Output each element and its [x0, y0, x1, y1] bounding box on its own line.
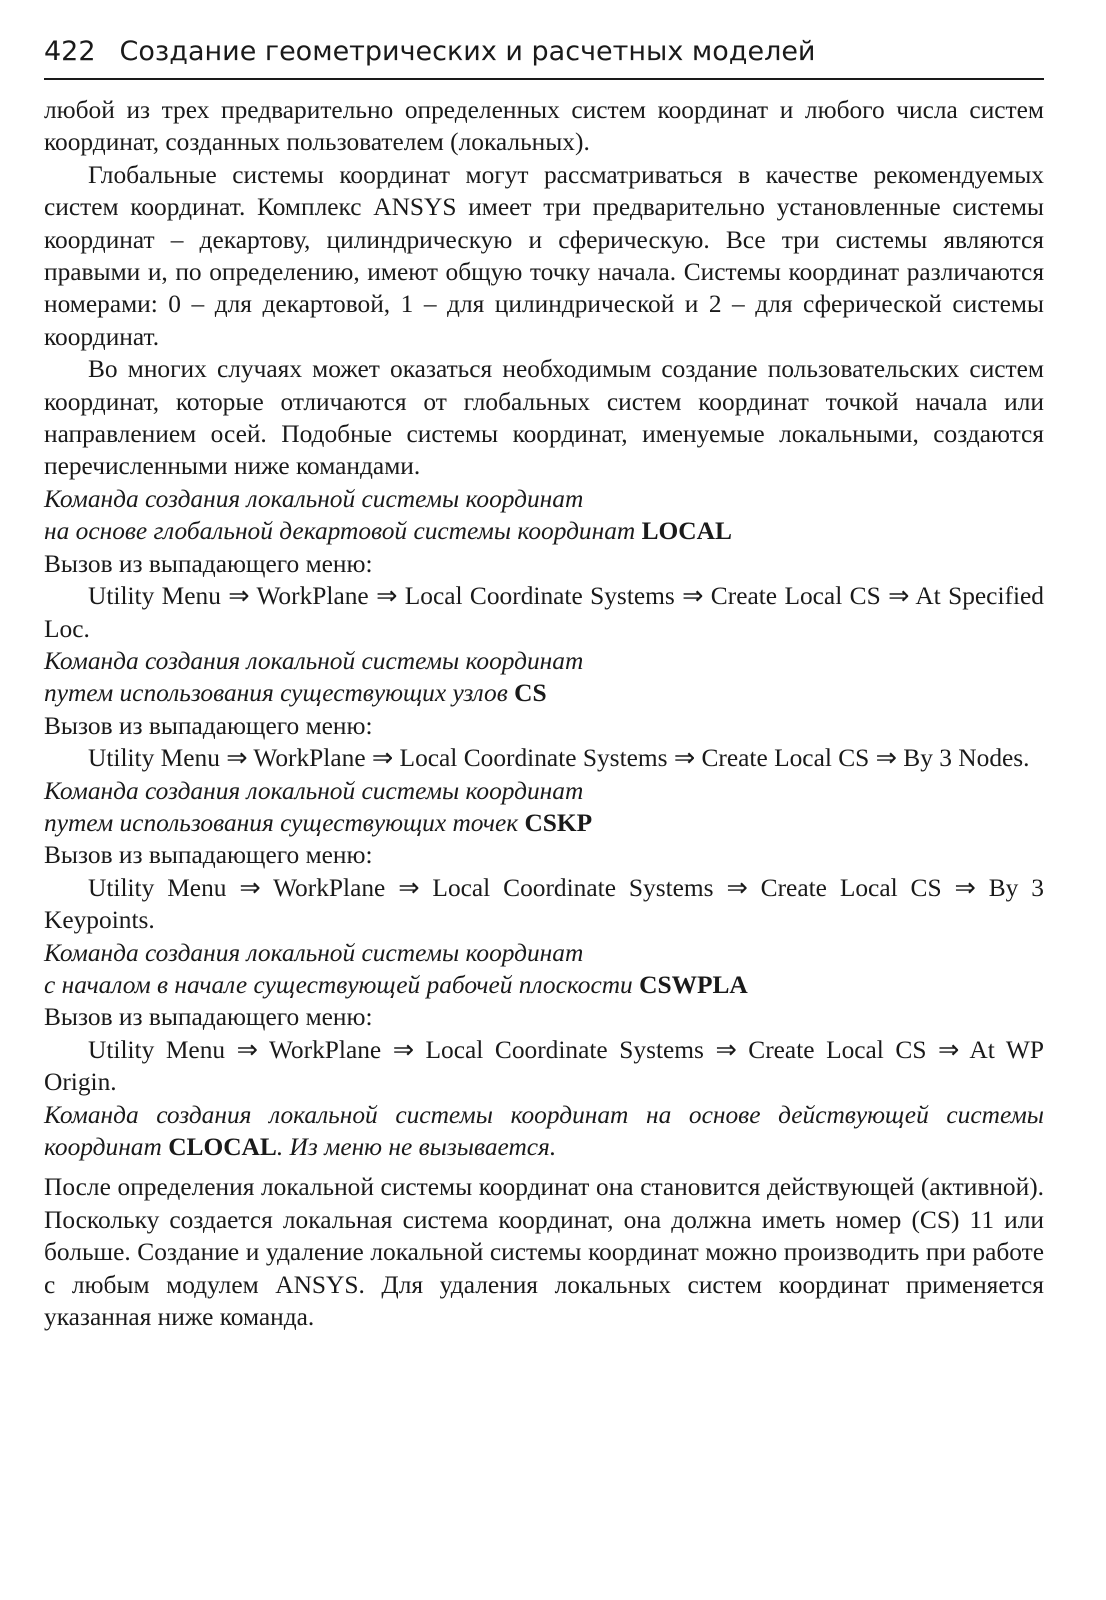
menu-path: Utility Menu ⇒ WorkPlane ⇒ Local Coordinate Systems ⇒ Create Local CS ⇒ By 3 Nodes.	[88, 744, 1030, 773]
command-heading-line2: с началом в начале существующей рабочей плоскости	[44, 970, 633, 999]
command-heading-line2: путем использования существующих узлов	[44, 679, 508, 708]
menu-path: Utility Menu ⇒ WorkPlane ⇒ Local Coordinate Systems ⇒ Create Local CS ⇒ At WP Origin.	[44, 1035, 1044, 1097]
command-block-local	[44, 483, 1044, 645]
command-heading	[44, 645, 1044, 710]
menu-path: Utility Menu ⇒ WorkPlane ⇒ Local Coordinate Systems ⇒ Create Local CS ⇒ At Specified Loc.	[44, 582, 1044, 643]
command-code: CLOCAL	[168, 1133, 277, 1161]
running-title: Создание геометрических и расчетных моделей	[119, 36, 816, 67]
menu-label: Вызов из выпадающего меню:	[44, 1003, 373, 1032]
command-code: CSWPLA	[639, 970, 748, 999]
paragraph-continuation: любой из трех предварительно определенных систем координат и любого числа систем координат, созданных пользователем (локальных).	[44, 96, 1044, 157]
command-note: . Из меню не вызывается.	[276, 1133, 557, 1161]
paragraph-global-systems: Глобальные системы координат могут рассматриваться в качестве рекомендуемых систем координат. Комплекс ANSYS имеет три предварительно установленные системы координат – декартову, цилиндрическую и сферическую. Все три системы являются правыми и, по определению, имеют общую точку начала. Системы координат различаются номерами: 0 – для декартовой, 1 – для цилиндрической и 2 – для сферической системы координат.	[44, 160, 1044, 351]
command-heading-line1: Команда создания локальной системы координат	[44, 484, 584, 513]
menu-label: Вызов из выпадающего меню:	[44, 841, 373, 870]
command-block-cskp	[44, 775, 1044, 937]
menu-label: Вызов из выпадающего меню:	[44, 549, 373, 578]
book-page	[44, 32, 1044, 1333]
command-heading-line2: на основе глобальной декартовой системы координат	[44, 517, 636, 546]
command-heading	[44, 775, 1044, 840]
command-block-cswpla	[44, 937, 1044, 1099]
command-heading-line1: Команда создания локальной системы координат	[44, 938, 584, 967]
paragraph-closing: После определения локальной системы координат она становится действующей (активной). Поскольку создается локальная система координат, она должна иметь номер (CS) 11 или больше. Создание и удаление локальной системы координат можно производить при работе с любым модулем ANSYS. Для удаления локальных систем координат применяется указанная ниже команда.	[44, 1173, 1044, 1332]
command-code: CS	[514, 679, 547, 708]
command-block-clocal	[44, 1099, 1044, 1164]
command-code: LOCAL	[641, 517, 732, 546]
command-heading-line1: Команда создания локальной системы координат	[44, 646, 584, 675]
menu-path: Utility Menu ⇒ WorkPlane ⇒ Local Coordinate Systems ⇒ Create Local CS ⇒ By 3 Keypoints.	[44, 873, 1044, 935]
command-block-cs	[44, 645, 1044, 775]
command-heading	[44, 483, 1044, 548]
page-number: 422	[44, 36, 96, 67]
command-heading	[44, 937, 1044, 1002]
menu-label: Вызов из выпадающего меню:	[44, 711, 373, 740]
command-heading-text: Команда создания локальной системы координат на основе действующей системы координат	[44, 1100, 1044, 1161]
command-heading-line1: Команда создания локальной системы координат	[44, 776, 584, 805]
running-header	[44, 32, 1044, 80]
paragraph-local-systems: Во многих случаях может оказаться необходимым создание пользовательских систем координат, которые отличаются от глобальных систем координат точкой начала или направлением осей. Подобные системы координат, именуемые локальными, создаются перечисленными ниже командами.	[44, 355, 1044, 481]
command-heading-line2: путем использования существующих точек	[44, 808, 519, 837]
page-body	[44, 94, 1044, 1333]
command-code: CSKP	[524, 808, 593, 837]
